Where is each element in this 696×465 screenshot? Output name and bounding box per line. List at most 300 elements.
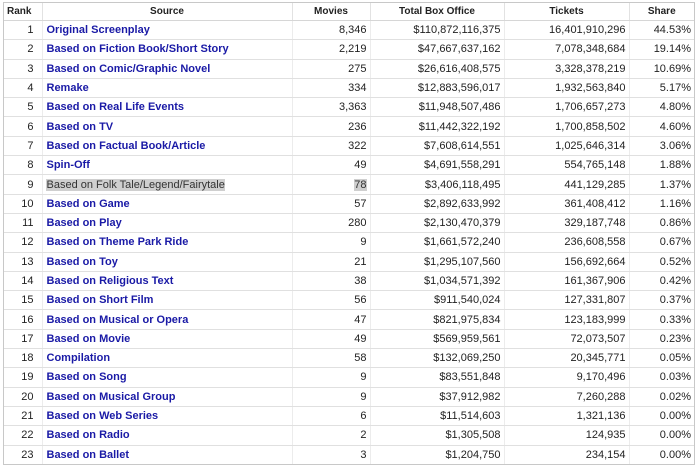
box-office-cell-value: $1,305,508 bbox=[445, 429, 501, 442]
rank-cell bbox=[4, 21, 42, 40]
share-cell bbox=[629, 194, 694, 213]
table-row bbox=[4, 252, 694, 271]
movies-cell-value: 2,219 bbox=[338, 43, 367, 56]
movies-cell-value: 9 bbox=[360, 390, 367, 403]
rank-cell bbox=[4, 387, 42, 406]
share-cell-value: 44.53% bbox=[653, 24, 691, 37]
movies-cell bbox=[292, 78, 370, 97]
rank-cell bbox=[4, 252, 42, 271]
tickets-cell bbox=[504, 291, 629, 310]
box-office-cell-value: $12,883,596,017 bbox=[417, 82, 501, 95]
rank-cell-value: 16 bbox=[21, 313, 34, 326]
source-link-cell-value[interactable]: Based on Song bbox=[46, 371, 127, 384]
movies-cell-value: 49 bbox=[354, 159, 367, 172]
movies-cell-value: 2 bbox=[360, 429, 367, 442]
table-row bbox=[4, 291, 694, 310]
share-cell-value: 3.06% bbox=[659, 139, 691, 152]
movies-cell-value: 49 bbox=[354, 332, 367, 345]
tickets-cell bbox=[504, 98, 629, 117]
rank-cell-value: 2 bbox=[27, 43, 34, 56]
source-link-cell-value[interactable]: Based on Folk Tale/Legend/Fairytale bbox=[46, 178, 225, 191]
box-office-cell bbox=[370, 233, 504, 252]
rank-cell bbox=[4, 426, 42, 445]
movies-cell-value: 6 bbox=[360, 410, 367, 423]
tickets-cell-value: 234,154 bbox=[585, 448, 626, 461]
source-link-cell-value[interactable]: Based on Game bbox=[46, 197, 130, 210]
source-link-cell-value[interactable]: Based on Fiction Book/Short Story bbox=[46, 43, 229, 56]
box-office-cell bbox=[370, 59, 504, 78]
table-row bbox=[4, 368, 694, 387]
share-cell-value: 1.16% bbox=[659, 197, 691, 210]
movies-cell-value: 322 bbox=[348, 139, 367, 152]
share-cell bbox=[629, 445, 694, 464]
source-link-cell-value[interactable]: Remake bbox=[46, 82, 89, 95]
share-cell-value: 0.52% bbox=[659, 255, 691, 268]
box-office-cell-value: $1,204,750 bbox=[445, 448, 501, 461]
table-row bbox=[4, 349, 694, 368]
movies-cell-value: 236 bbox=[348, 120, 367, 133]
share-cell-value: 0.23% bbox=[659, 332, 691, 345]
box-office-cell-value: $4,691,558,291 bbox=[424, 159, 501, 172]
movies-cell-value: 8,346 bbox=[338, 24, 367, 37]
source-link-cell bbox=[42, 78, 292, 97]
table-row bbox=[4, 194, 694, 213]
box-office-cell-value: $26,616,408,575 bbox=[417, 62, 501, 75]
source-link-cell-value[interactable]: Based on Ballet bbox=[46, 448, 130, 461]
share-cell-value: 0.00% bbox=[659, 429, 691, 442]
source-link-cell-value[interactable]: Based on Theme Park Ride bbox=[46, 236, 189, 249]
rank-cell-value: 11 bbox=[22, 217, 34, 230]
table-header-row bbox=[4, 3, 694, 21]
tickets-cell bbox=[504, 136, 629, 155]
box-office-cell-value: $47,667,637,162 bbox=[417, 43, 501, 56]
source-link-cell bbox=[42, 21, 292, 40]
box-office-cell-value: $37,912,982 bbox=[439, 390, 501, 403]
table-body bbox=[4, 21, 694, 464]
share-cell-value: 0.00% bbox=[659, 448, 691, 461]
box-office-cell bbox=[370, 349, 504, 368]
share-cell bbox=[629, 136, 694, 155]
box-office-cell bbox=[370, 213, 504, 232]
source-link-cell bbox=[42, 233, 292, 252]
tickets-cell bbox=[504, 156, 629, 175]
source-link-cell-value[interactable]: Original Screenplay bbox=[46, 24, 150, 37]
rank-cell bbox=[4, 310, 42, 329]
movies-cell bbox=[292, 387, 370, 406]
rank-cell-value: 14 bbox=[21, 275, 34, 287]
source-link-cell bbox=[42, 310, 292, 329]
box-office-cell bbox=[370, 156, 504, 175]
movies-cell bbox=[292, 349, 370, 368]
rank-cell bbox=[4, 445, 42, 464]
rank-cell-value: 4 bbox=[27, 82, 34, 95]
tickets-cell-value: 72,073,507 bbox=[570, 332, 626, 345]
source-link-cell-value[interactable]: Spin-Off bbox=[46, 159, 90, 172]
rank-cell-value: 7 bbox=[27, 139, 34, 152]
tickets-cell bbox=[504, 175, 629, 194]
header-tickets[interactable]: Tickets bbox=[504, 3, 629, 21]
rank-cell bbox=[4, 136, 42, 155]
rank-cell-value: 6 bbox=[27, 120, 34, 133]
header-share[interactable]: Share bbox=[629, 3, 694, 21]
box-office-cell-value: $11,514,603 bbox=[440, 410, 501, 423]
tickets-cell bbox=[504, 349, 629, 368]
source-link-cell-value[interactable]: Based on Movie bbox=[46, 332, 131, 345]
tickets-cell-value: 20,345,771 bbox=[570, 352, 626, 365]
movies-cell bbox=[292, 21, 370, 40]
rank-cell-value: 1 bbox=[27, 24, 34, 37]
header-total-box-office[interactable]: Total Box Office bbox=[370, 3, 504, 21]
share-cell bbox=[629, 368, 694, 387]
source-link-cell bbox=[42, 406, 292, 425]
box-office-cell-value: $132,069,250 bbox=[433, 352, 501, 365]
rank-cell bbox=[4, 368, 42, 387]
box-office-cell bbox=[370, 252, 504, 271]
box-office-cell-value: $1,034,571,392 bbox=[424, 275, 501, 287]
box-office-cell bbox=[370, 406, 504, 425]
source-link-cell bbox=[42, 98, 292, 117]
table-row bbox=[4, 136, 694, 155]
tickets-cell-value: 236,608,558 bbox=[564, 236, 626, 249]
tickets-cell bbox=[504, 445, 629, 464]
share-cell-value: 4.80% bbox=[659, 101, 691, 114]
tickets-cell-value: 9,170,496 bbox=[576, 371, 626, 384]
movies-cell bbox=[292, 271, 370, 290]
source-ranking-table-container bbox=[3, 2, 695, 465]
box-office-cell bbox=[370, 291, 504, 310]
rank-cell-value: 21 bbox=[21, 410, 34, 423]
movies-cell bbox=[292, 291, 370, 310]
movies-cell-value: 56 bbox=[354, 294, 367, 307]
movies-cell bbox=[292, 233, 370, 252]
tickets-cell-value: 16,401,910,296 bbox=[549, 24, 626, 37]
movies-cell bbox=[292, 213, 370, 232]
rank-cell bbox=[4, 194, 42, 213]
box-office-cell bbox=[370, 387, 504, 406]
rank-cell-value: 17 bbox=[21, 332, 34, 345]
tickets-cell-value: 7,260,288 bbox=[576, 390, 626, 403]
share-cell bbox=[629, 21, 694, 40]
source-link-cell bbox=[42, 387, 292, 406]
tickets-cell-value: 1,700,858,502 bbox=[555, 120, 626, 133]
share-cell-value: 1.37% bbox=[659, 178, 691, 191]
movies-cell bbox=[292, 329, 370, 348]
box-office-cell bbox=[370, 136, 504, 155]
table-row bbox=[4, 271, 694, 290]
source-link-cell bbox=[42, 291, 292, 310]
movies-cell bbox=[292, 252, 370, 271]
table-row bbox=[4, 117, 694, 136]
rank-cell bbox=[4, 291, 42, 310]
source-link-cell bbox=[42, 213, 292, 232]
share-cell-value: 0.33% bbox=[659, 313, 691, 326]
tickets-cell-value: 441,129,285 bbox=[564, 178, 626, 191]
box-office-cell bbox=[370, 40, 504, 59]
movies-cell-value: 334 bbox=[348, 82, 367, 95]
box-office-cell-value: $83,551,848 bbox=[439, 371, 501, 384]
tickets-cell-value: 1,932,563,840 bbox=[555, 82, 626, 95]
box-office-cell-value: $11,442,322,192 bbox=[418, 120, 501, 133]
rank-cell bbox=[4, 271, 42, 290]
share-cell bbox=[629, 98, 694, 117]
tickets-cell-value: 7,078,348,684 bbox=[555, 43, 626, 56]
tickets-cell bbox=[504, 310, 629, 329]
rank-cell bbox=[4, 117, 42, 136]
box-office-cell bbox=[370, 78, 504, 97]
share-cell bbox=[629, 252, 694, 271]
movies-cell-value: 9 bbox=[360, 236, 367, 249]
rank-cell bbox=[4, 59, 42, 78]
share-cell-value: 19.14% bbox=[653, 43, 691, 56]
tickets-cell-value: 124,935 bbox=[585, 429, 626, 442]
source-link-cell bbox=[42, 194, 292, 213]
rank-cell bbox=[4, 98, 42, 117]
tickets-cell-value: 3,328,378,219 bbox=[555, 62, 626, 75]
box-office-cell bbox=[370, 329, 504, 348]
table-row bbox=[4, 329, 694, 348]
source-link-cell bbox=[42, 252, 292, 271]
source-link-cell bbox=[42, 368, 292, 387]
rank-cell-value: 23 bbox=[21, 448, 34, 461]
movies-cell bbox=[292, 136, 370, 155]
box-office-cell-value: $1,661,572,240 bbox=[424, 236, 501, 249]
share-cell bbox=[629, 387, 694, 406]
rank-cell-value: 18 bbox=[21, 352, 34, 365]
table-row bbox=[4, 156, 694, 175]
share-cell-value: 5.17% bbox=[659, 82, 691, 95]
tickets-cell-value: 1,706,657,273 bbox=[555, 101, 626, 114]
share-cell bbox=[629, 349, 694, 368]
share-cell bbox=[629, 271, 694, 290]
table-row bbox=[4, 21, 694, 40]
share-cell-value: 0.86% bbox=[659, 217, 691, 230]
tickets-cell bbox=[504, 213, 629, 232]
source-link-cell bbox=[42, 117, 292, 136]
movies-cell bbox=[292, 406, 370, 425]
table-row bbox=[4, 406, 694, 425]
tickets-cell-value: 1,025,646,314 bbox=[555, 139, 626, 152]
box-office-cell bbox=[370, 426, 504, 445]
rank-cell bbox=[4, 329, 42, 348]
table-row bbox=[4, 175, 694, 194]
share-cell bbox=[629, 78, 694, 97]
share-cell-value: 0.03% bbox=[659, 371, 691, 384]
box-office-cell-value: $911,540,024 bbox=[434, 294, 501, 307]
share-cell bbox=[629, 406, 694, 425]
share-cell-value: 1.88% bbox=[659, 159, 691, 172]
source-link-cell-value[interactable]: Compilation bbox=[46, 352, 111, 365]
movies-cell bbox=[292, 98, 370, 117]
source-link-cell bbox=[42, 40, 292, 59]
rank-cell bbox=[4, 406, 42, 425]
movies-cell-value: 275 bbox=[348, 62, 367, 75]
source-link-cell bbox=[42, 445, 292, 464]
movies-cell-value: 38 bbox=[354, 275, 367, 287]
tickets-cell-value: 361,408,412 bbox=[564, 197, 626, 210]
tickets-cell-value: 161,367,906 bbox=[564, 275, 626, 287]
header-movies[interactable]: Movies bbox=[292, 3, 370, 21]
box-office-cell bbox=[370, 368, 504, 387]
rank-cell-value: 3 bbox=[27, 62, 34, 75]
rank-cell-value: 13 bbox=[21, 255, 34, 268]
tickets-cell bbox=[504, 117, 629, 136]
box-office-cell-value: $569,959,561 bbox=[433, 332, 501, 345]
movies-cell-value: 47 bbox=[354, 313, 367, 326]
tickets-cell bbox=[504, 387, 629, 406]
table-row bbox=[4, 59, 694, 78]
share-cell bbox=[629, 117, 694, 136]
tickets-cell bbox=[504, 78, 629, 97]
source-link-cell-value[interactable]: Based on Religious Text bbox=[46, 275, 174, 287]
box-office-cell-value: $821,975,834 bbox=[433, 313, 501, 326]
movies-cell-value: 9 bbox=[360, 371, 367, 384]
movies-cell-value: 3 bbox=[360, 448, 367, 461]
tickets-cell-value: 156,692,664 bbox=[564, 255, 626, 268]
movies-cell-value: 3,363 bbox=[338, 101, 367, 114]
box-office-cell bbox=[370, 175, 504, 194]
movies-cell-value: 57 bbox=[354, 197, 367, 210]
table-row bbox=[4, 98, 694, 117]
rank-cell-value: 5 bbox=[27, 101, 34, 114]
share-cell bbox=[629, 291, 694, 310]
source-link-cell bbox=[42, 175, 292, 194]
rank-cell bbox=[4, 156, 42, 175]
share-cell bbox=[629, 156, 694, 175]
box-office-cell-value: $2,130,470,379 bbox=[424, 217, 501, 230]
table-row bbox=[4, 387, 694, 406]
rank-cell-value: 20 bbox=[21, 390, 34, 403]
share-cell-value: 0.02% bbox=[659, 390, 691, 403]
share-cell bbox=[629, 233, 694, 252]
tickets-cell bbox=[504, 329, 629, 348]
source-link-cell-value[interactable]: Based on Musical or Opera bbox=[46, 313, 189, 326]
tickets-cell bbox=[504, 59, 629, 78]
tickets-cell bbox=[504, 252, 629, 271]
rank-cell-value: 12 bbox=[21, 236, 34, 249]
tickets-cell bbox=[504, 194, 629, 213]
movies-cell bbox=[292, 194, 370, 213]
rank-cell bbox=[4, 78, 42, 97]
source-link-cell-value[interactable]: Based on Comic/Graphic Novel bbox=[46, 62, 211, 75]
share-cell bbox=[629, 329, 694, 348]
movies-cell-value: 280 bbox=[348, 217, 367, 230]
tickets-cell bbox=[504, 233, 629, 252]
movies-cell-value: 78 bbox=[354, 178, 367, 191]
source-link-cell-value[interactable]: Based on Web Series bbox=[46, 410, 159, 423]
source-ranking-table bbox=[4, 3, 694, 464]
source-link-cell-value[interactable]: Based on Toy bbox=[46, 255, 118, 268]
rank-cell bbox=[4, 349, 42, 368]
source-link-cell bbox=[42, 349, 292, 368]
source-link-cell-value[interactable]: Based on Real Life Events bbox=[46, 101, 185, 114]
source-link-cell-value[interactable]: Based on Play bbox=[46, 217, 122, 230]
box-office-cell bbox=[370, 194, 504, 213]
header-rank[interactable]: Rank bbox=[4, 3, 42, 21]
share-cell-value: 0.67% bbox=[659, 236, 691, 249]
tickets-cell bbox=[504, 368, 629, 387]
tickets-cell-value: 123,183,999 bbox=[564, 313, 626, 326]
source-link-cell-value[interactable]: Based on Factual Book/Article bbox=[46, 139, 206, 152]
table-row bbox=[4, 310, 694, 329]
box-office-cell-value: $3,406,118,495 bbox=[424, 178, 501, 191]
tickets-cell bbox=[504, 21, 629, 40]
source-link-cell bbox=[42, 329, 292, 348]
tickets-cell-value: 554,765,148 bbox=[564, 159, 626, 172]
table-row bbox=[4, 213, 694, 232]
tickets-cell bbox=[504, 271, 629, 290]
share-cell-value: 0.00% bbox=[659, 410, 691, 423]
source-link-cell-value[interactable]: Based on Short Film bbox=[46, 294, 154, 307]
share-cell-value: 0.37% bbox=[659, 294, 691, 307]
share-cell-value: 0.42% bbox=[659, 275, 691, 287]
header-source[interactable]: Source bbox=[42, 3, 292, 21]
share-cell bbox=[629, 59, 694, 78]
movies-cell-value: 58 bbox=[354, 352, 367, 365]
source-link-cell-value[interactable]: Based on Radio bbox=[46, 429, 130, 442]
box-office-cell bbox=[370, 271, 504, 290]
share-cell bbox=[629, 426, 694, 445]
movies-cell bbox=[292, 59, 370, 78]
movies-cell bbox=[292, 368, 370, 387]
source-link-cell bbox=[42, 59, 292, 78]
tickets-cell-value: 329,187,748 bbox=[564, 217, 626, 230]
source-link-cell bbox=[42, 426, 292, 445]
box-office-cell bbox=[370, 98, 504, 117]
movies-cell bbox=[292, 117, 370, 136]
source-link-cell bbox=[42, 136, 292, 155]
source-link-cell bbox=[42, 156, 292, 175]
box-office-cell-value: $110,872,116,375 bbox=[413, 24, 501, 37]
source-link-cell-value[interactable]: Based on TV bbox=[46, 120, 114, 133]
box-office-cell bbox=[370, 310, 504, 329]
box-office-cell-value: $2,892,633,992 bbox=[424, 197, 501, 210]
movies-cell bbox=[292, 156, 370, 175]
movies-cell bbox=[292, 175, 370, 194]
movies-cell-value: 21 bbox=[354, 255, 367, 268]
rank-cell bbox=[4, 233, 42, 252]
movies-cell bbox=[292, 426, 370, 445]
tickets-cell bbox=[504, 40, 629, 59]
share-cell-value: 4.60% bbox=[659, 120, 691, 133]
tickets-cell-value: 1,321,136 bbox=[576, 410, 626, 423]
share-cell bbox=[629, 40, 694, 59]
table-row bbox=[4, 445, 694, 464]
tickets-cell bbox=[504, 406, 629, 425]
source-link-cell-value[interactable]: Based on Musical Group bbox=[46, 390, 176, 403]
tickets-cell bbox=[504, 426, 629, 445]
rank-cell-value: 8 bbox=[27, 159, 34, 172]
share-cell-value: 10.69% bbox=[653, 62, 691, 75]
table-row bbox=[4, 233, 694, 252]
rank-cell-value: 10 bbox=[21, 197, 34, 210]
share-cell bbox=[629, 175, 694, 194]
tickets-cell-value: 127,331,807 bbox=[564, 294, 626, 307]
table-row bbox=[4, 40, 694, 59]
share-cell-value: 0.05% bbox=[659, 352, 691, 365]
rank-cell-value: 22 bbox=[21, 429, 34, 442]
rank-cell-value: 9 bbox=[27, 178, 34, 191]
movies-cell bbox=[292, 310, 370, 329]
box-office-cell bbox=[370, 117, 504, 136]
box-office-cell bbox=[370, 21, 504, 40]
movies-cell bbox=[292, 40, 370, 59]
box-office-cell-value: $1,295,107,560 bbox=[424, 255, 501, 268]
rank-cell bbox=[4, 40, 42, 59]
share-cell bbox=[629, 310, 694, 329]
share-cell bbox=[629, 213, 694, 232]
box-office-cell-value: $11,948,507,486 bbox=[418, 101, 501, 114]
table-row bbox=[4, 78, 694, 97]
